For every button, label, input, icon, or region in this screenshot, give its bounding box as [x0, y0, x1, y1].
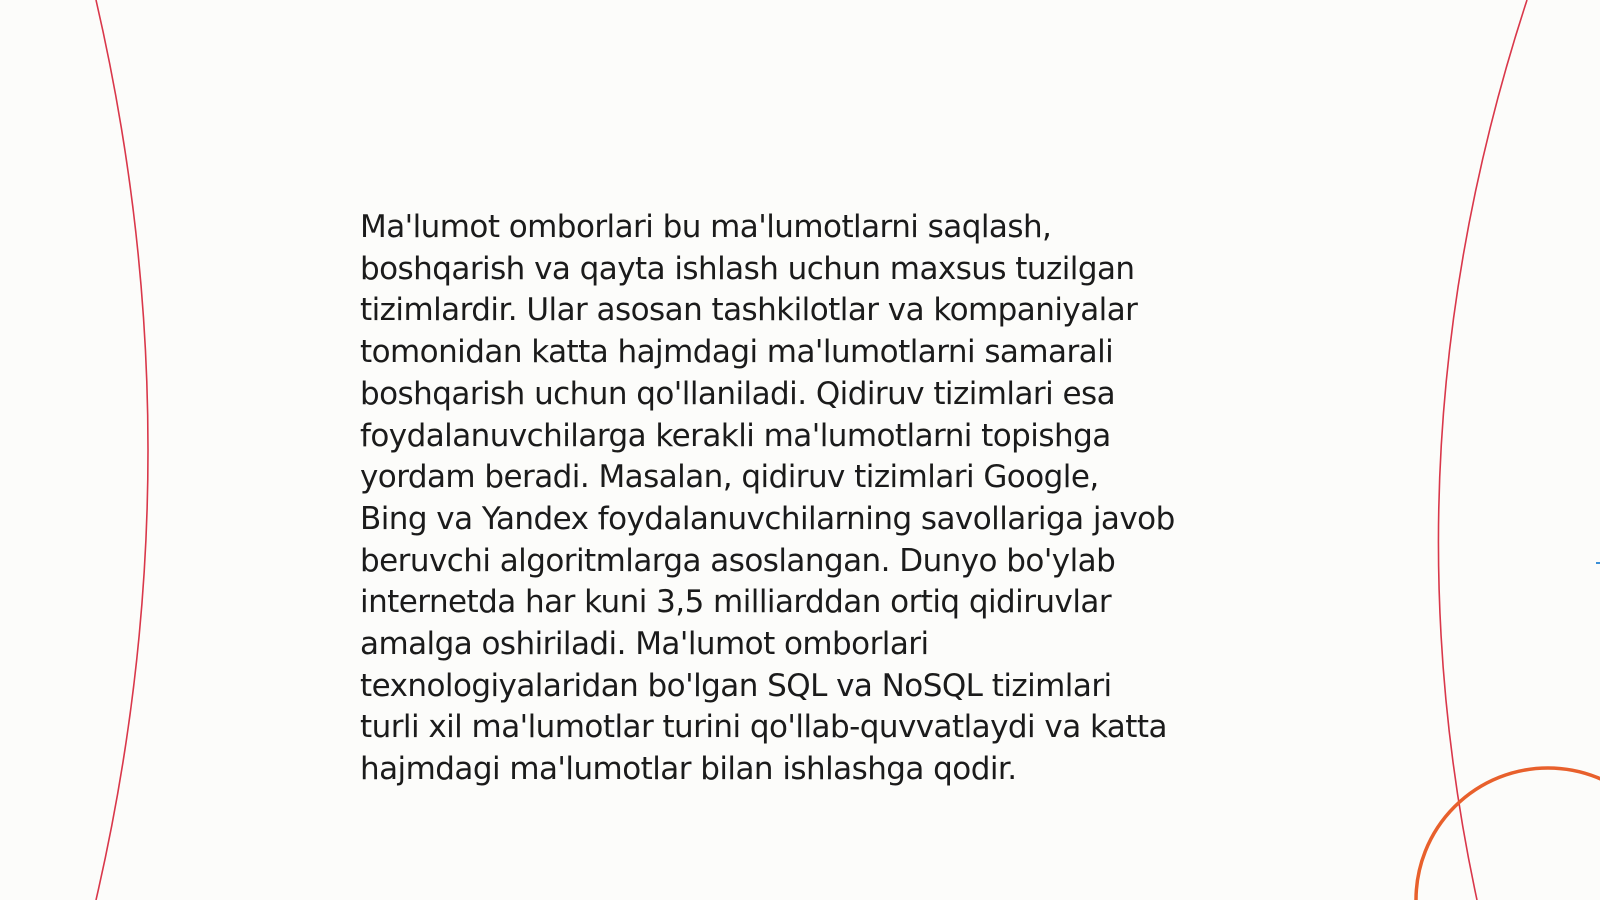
- text-line: Bing va Yandex foydalanuvchilarning savollariga javob: [360, 500, 1175, 537]
- left-curve-line: [96, 0, 148, 900]
- text-line: hajmdagi ma'lumotlar bilan ishlashga qodir.: [360, 751, 1017, 788]
- text-line: boshqarish uchun qo'llaniladi. Qidiruv tizimlari esa: [360, 375, 1116, 412]
- text-line: yordam beradi. Masalan, qidiruv tizimlari Google,: [360, 459, 1099, 496]
- text-line: boshqarish va qayta ishlash uchun maxsus tuzilgan: [360, 250, 1135, 287]
- text-line: texnologiyalaridan bo'lgan SQL va NoSQL tizimlari: [360, 667, 1112, 704]
- text-line: tizimlardir. Ular asosan tashkilotlar va kompaniyalar: [360, 292, 1138, 329]
- body-paragraph: [360, 207, 1260, 791]
- orange-arc-accent: [1416, 768, 1600, 900]
- text-line: tomonidan katta hajmdagi ma'lumotlarni samarali: [360, 334, 1114, 371]
- text-line: Ma'lumot omborlari bu ma'lumotlarni saqlash,: [360, 209, 1052, 245]
- text-line: turli xil ma'lumotlar turini qo'llab-quvvatlaydi va katta: [360, 709, 1167, 746]
- text-line: internetda har kuni 3,5 milliarddan ortiq qidiruvlar: [360, 584, 1112, 621]
- right-curve-line: [1438, 0, 1527, 900]
- text-line: foydalanuvchilarga kerakli ma'lumotlarni topishga: [360, 417, 1111, 454]
- text-line: beruvchi algoritmlarga asoslangan. Dunyo bo'ylab: [360, 542, 1116, 579]
- text-line: amalga oshiriladi. Ma'lumot omborlari: [360, 626, 929, 663]
